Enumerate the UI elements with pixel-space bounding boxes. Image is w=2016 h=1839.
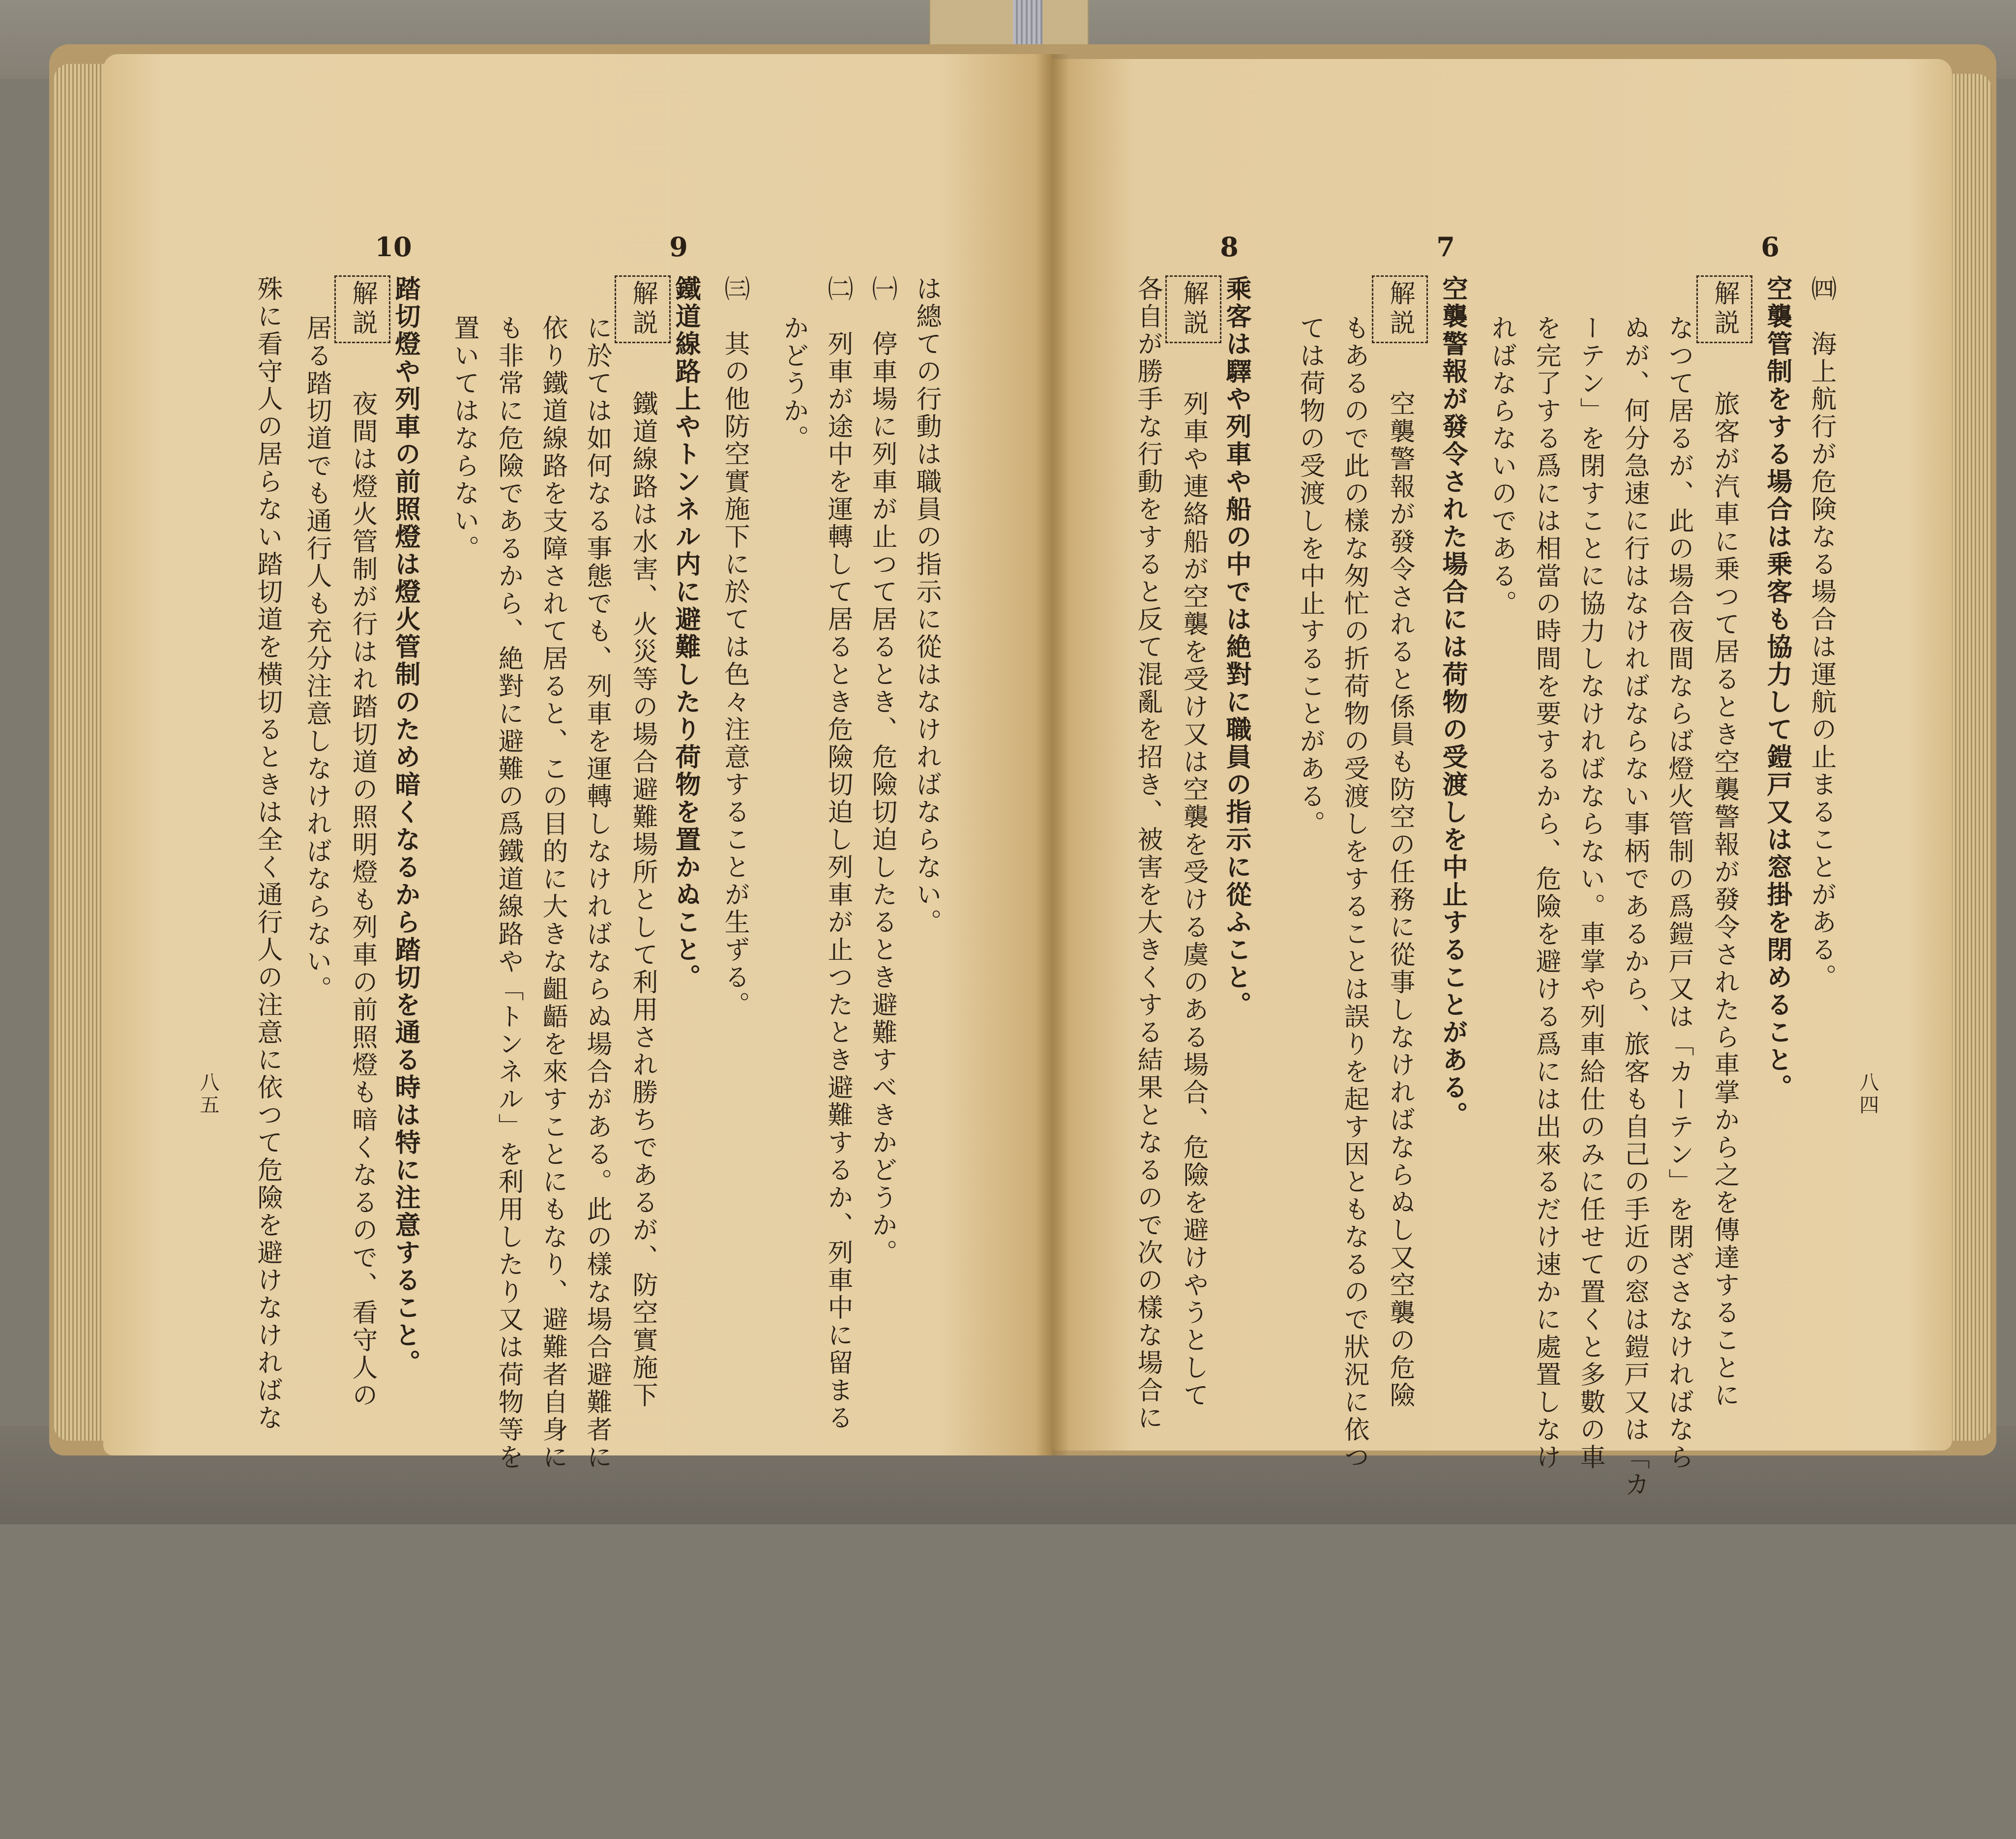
explanation-text: 列車や連絡船が空襲を受け又は空襲を受ける虞のある場合、危險を避けやうとして — [1179, 363, 1208, 1409]
explanation-text: 夜間は燈火管制が行はれ踏切道の照明燈も列車の前照燈も暗くなるので、看守人の — [348, 363, 377, 1409]
rule-heading: 空襲警報が發令された場合には荷物の受渡しを中止することがある。 — [1438, 275, 1467, 1129]
text-column: 置いてはならない。 — [449, 315, 479, 563]
text-column: も非常に危險であるから、絶對に避難の爲鐵道線路や「トンネル」を利用したり又は荷物等を — [494, 315, 523, 1471]
text-column: 殊に看守人の居らない踏切道を横切るときは全く通行人の注意に依つて危險を避けなければな — [253, 275, 282, 1432]
item-number: 9 — [669, 231, 688, 263]
page-number: 八五 — [197, 1072, 219, 1117]
book-gutter — [1035, 54, 1069, 1455]
text-column: ーテン」を閉すことに協力しなければならない。車掌や列車給仕のみに任せて置くと多數の車 — [1575, 315, 1605, 1471]
item-number: 7 — [1436, 231, 1455, 263]
item-number: 10 — [375, 231, 412, 263]
text-column: は總ての行動は職員の指示に從はなければならない。 — [912, 275, 941, 936]
text-column: ㈣ 海上航行が危険なる場合は運航の止まることがある。 — [1807, 275, 1836, 991]
rule-heading: 鐵道線路上やトンネル内に避難したり荷物を置かぬこと。 — [671, 275, 700, 991]
rule-heading: 乘客は驛や列車や船の中では絶對に職員の指示に從ふこと。 — [1221, 275, 1251, 1019]
text-column: 依り鐵道線路を支障されて居ると、この目的に大きな齟齬を來すことにもなり、避難者自身に — [538, 315, 567, 1471]
rule-heading: 空襲管制をする場合は乗客も協力して鎧戸又は窓掛を閉めること。 — [1762, 275, 1792, 1101]
explanation-text: 鐵道線路は水害、火災等の場合避難場所として利用され勝ちであるが、防空實施下 — [628, 363, 657, 1409]
text-column: ㈢ 其の他防空實施下に於ては色々注意することが生ずる。 — [720, 275, 749, 1019]
text-column: に於ては如何なる事態でも、列車を運轉しなければならぬ場合がある。此の樣な場合避難者に — [582, 315, 612, 1471]
kaisetsu-label: 解説 — [615, 275, 671, 343]
kaisetsu-label: 解説 — [1372, 275, 1428, 343]
text-column: かどうか。 — [779, 315, 808, 452]
text-column: なつて居るが、此の場合夜間ならば燈火管制の爲鎧戸又は「カーテン」を閉ざさなければなら — [1664, 315, 1693, 1471]
text-column: ぬが、何分急速に行はなければならない事柄であるから、旅客も自己の手近の窓は鎧戸又は「カ — [1620, 315, 1649, 1499]
explanation-text: 旅客が汽車に乗つて居るとき空襲警報が發令されたら車掌から之を傳達することに — [1710, 363, 1739, 1409]
text-column: ㈠ 停車場に列車が止つて居るとき、危險切迫したるとき避難すべきかどうか。 — [867, 275, 897, 1267]
kaisetsu-label: 解説 — [1696, 275, 1752, 343]
text-column: ㈡ 列車が途中を運轉して居るとき危險切迫し列車が止つたとき避難するか、列車中に留まる — [823, 275, 853, 1432]
kaisetsu-label: 解説 — [334, 275, 390, 343]
text-column: ればならないのである。 — [1487, 315, 1516, 618]
text-column: 居る踏切道でも通行人も充分注意しなければならない。 — [302, 315, 331, 1003]
rule-heading: 踏切燈や列車の前照燈は燈火管制のため暗くなるから踏切を通る時は特に注意すること。 — [390, 275, 420, 1377]
kaisetsu-label: 解説 — [1165, 275, 1221, 343]
text-column: を完了する爲には相當の時間を要するから、危險を避ける爲には出來るだけ速かに處置しなけ — [1531, 315, 1561, 1471]
explanation-text: 空襲警報が發令されると係員も防空の任務に從事しなければならぬし又空襲の危險 — [1385, 363, 1415, 1409]
text-column: ては荷物の受渡しを中止することがある。 — [1295, 315, 1325, 838]
item-number: 8 — [1220, 231, 1239, 263]
right-page-edges — [1947, 74, 1991, 1441]
text-column: もあるので此の樣な匆忙の折荷物の受渡しをすることは誤りを起す因ともなるので狀況に依つ — [1339, 315, 1369, 1471]
text-column: 各自が勝手な行動をすると反て混亂を招き、被害を大きくする結果となるので次の樣な場合に — [1133, 275, 1162, 1432]
page-number: 八四 — [1856, 1072, 1879, 1117]
item-number: 6 — [1761, 231, 1779, 263]
